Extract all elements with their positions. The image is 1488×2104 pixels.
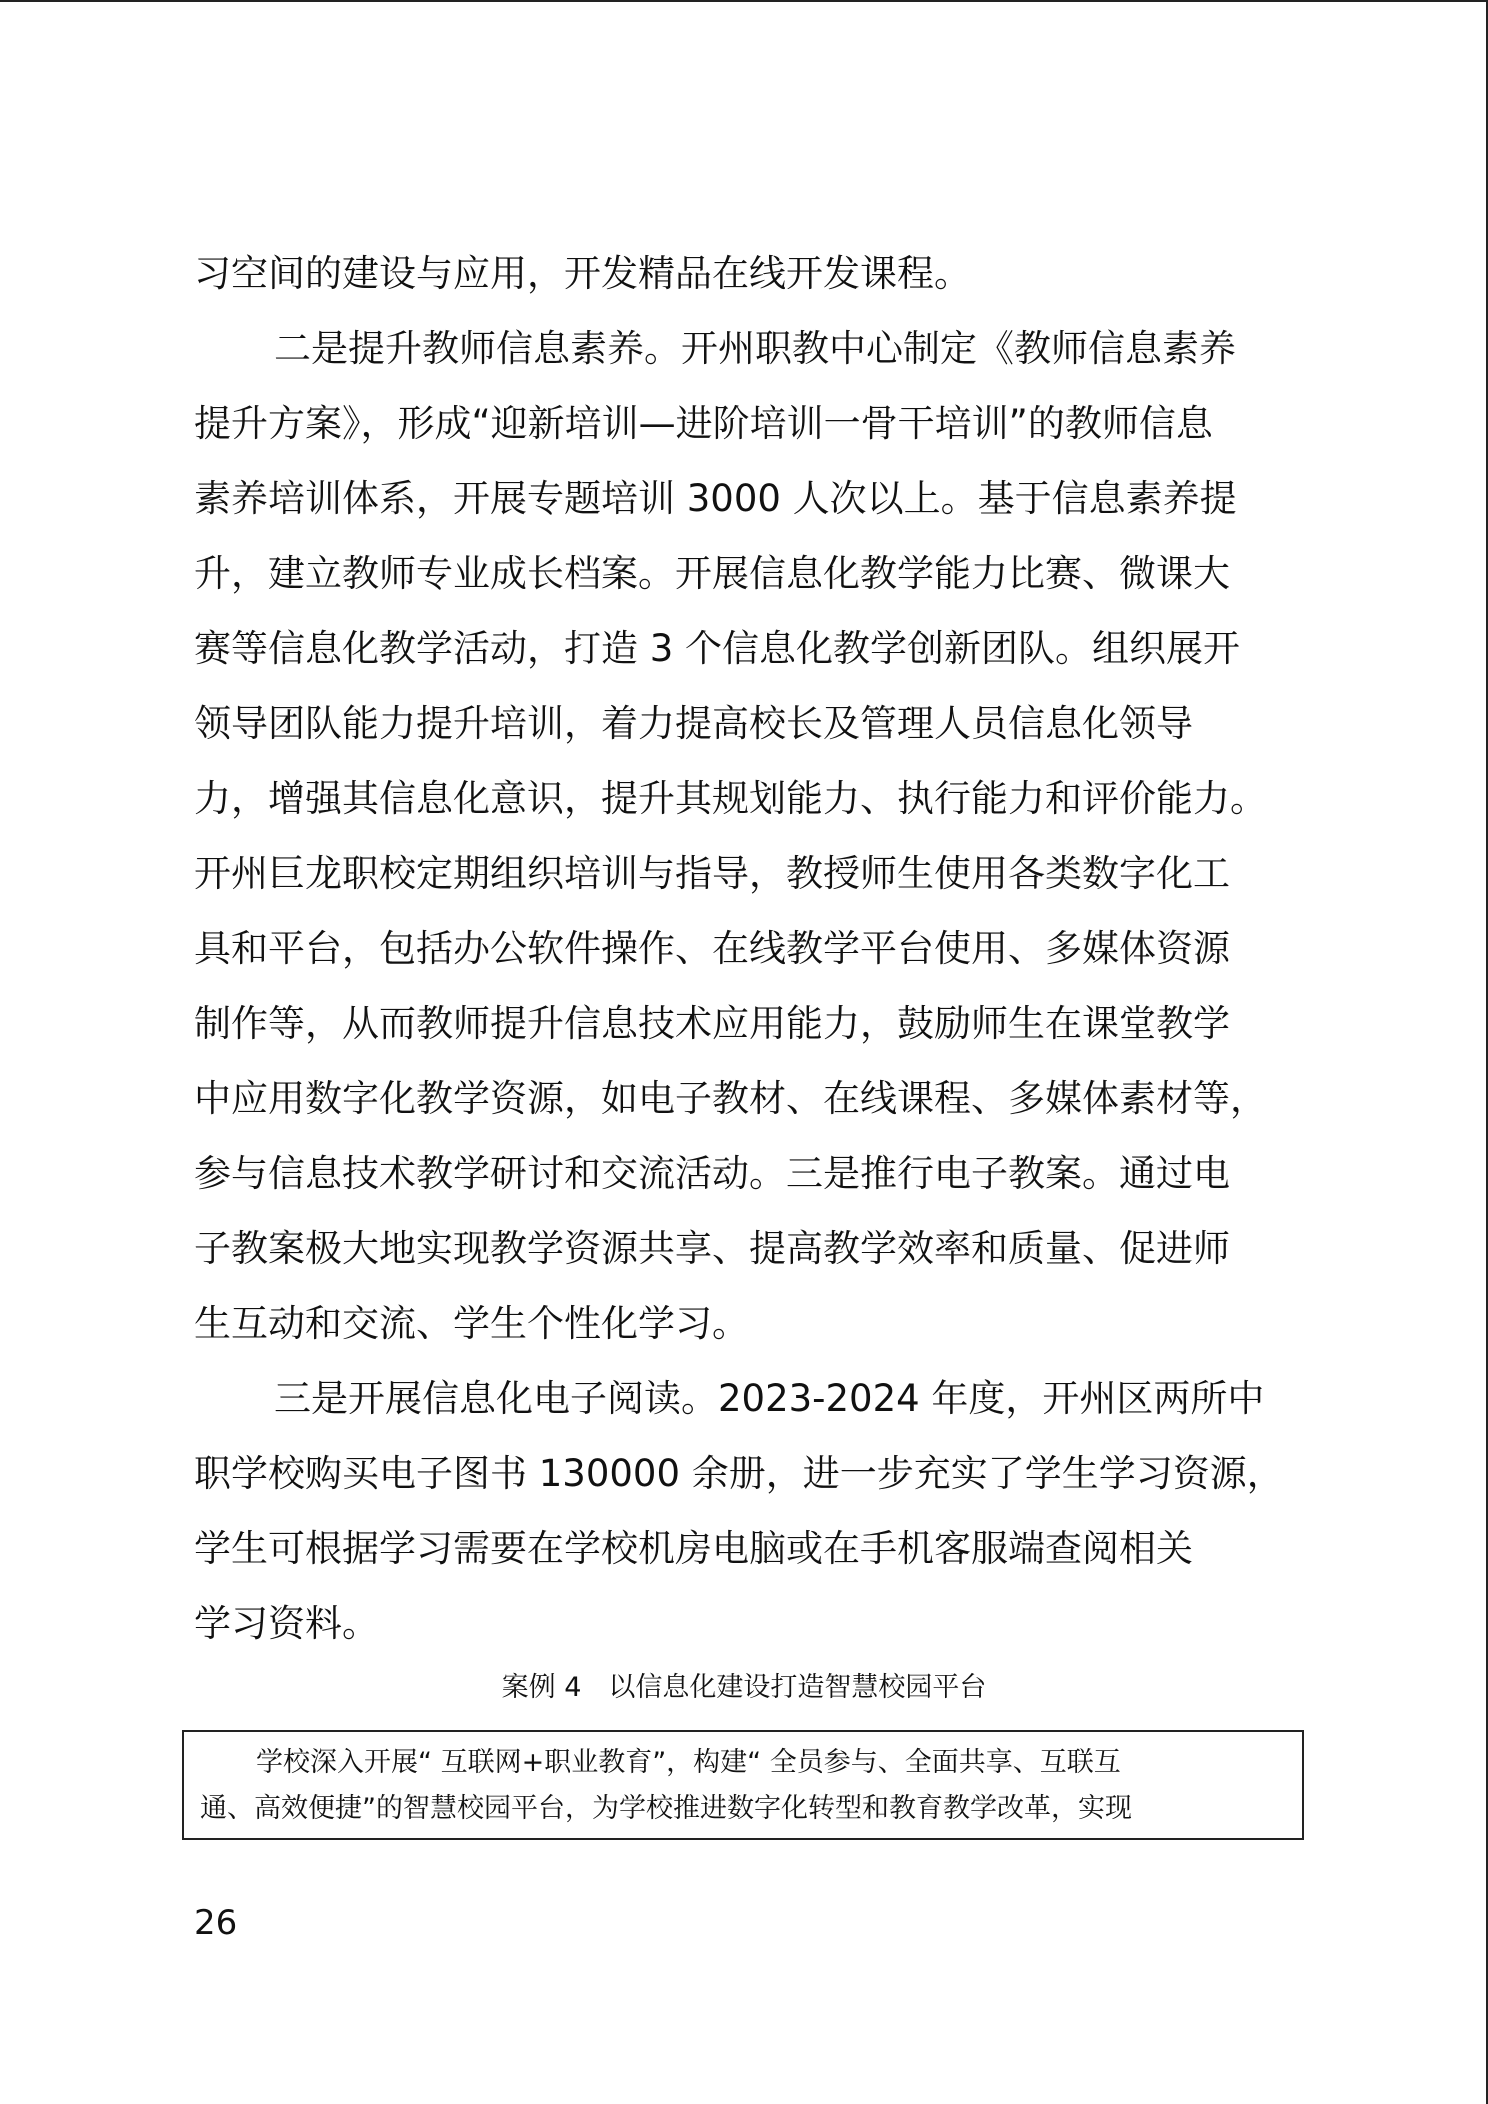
paragraph-line: 学习资料。	[194, 1602, 379, 1645]
paragraph-line: 习空间的建设与应用，开发精品在线开发课程。	[194, 252, 971, 295]
paragraph-line: 领导团队能力提升培训，着力提高校长及管理人员信息化领导	[194, 702, 1193, 745]
paragraph-line: 制作等，从而教师提升信息技术应用能力，鼓励师生在课堂教学	[194, 1002, 1230, 1045]
paragraph-line: 生互动和交流、学生个性化学习。	[194, 1302, 749, 1345]
page-number: 26	[194, 1903, 238, 1943]
paragraph-line: 学生可根据学习需要在学校机房电脑或在手机客服端查阅相关	[194, 1527, 1193, 1570]
case-box-line: 通、高效便捷”的智慧校园平台，为学校推进数字化转型和教育教学改革，实现	[200, 1793, 1132, 1824]
paragraph-line: 素养培训体系，开展专题培训 3000 人次以上。基于信息素养提	[194, 477, 1237, 520]
paragraph-line: 中应用数字化教学资源，如电子教材、在线课程、多媒体素材等，	[194, 1077, 1267, 1120]
paragraph-line: 二是提升教师信息素养。开州职教中心制定《教师信息素养	[274, 327, 1236, 370]
paragraph-line: 开州巨龙职校定期组织培训与指导，教授师生使用各类数字化工	[194, 852, 1230, 895]
paragraph-line: 三是开展信息化电子阅读。2023-2024 年度，开州区两所中	[274, 1377, 1265, 1420]
case-box-line: 学校深入开展“ 互联网+职业教育”，构建“ 全员参与、全面共享、互联互	[256, 1747, 1121, 1778]
paragraph-line: 子教案极大地实现教学资源共享、提高教学效率和质量、促进师	[194, 1227, 1230, 1270]
paragraph-line: 参与信息技术教学研讨和交流活动。三是推行电子教案。通过电	[194, 1152, 1230, 1195]
top-border-rule	[0, 0, 1488, 2]
body-text	[194, 236, 1300, 1661]
paragraph-line: 升，建立教师专业成长档案。开展信息化教学能力比赛、微课大	[194, 552, 1230, 595]
paragraph-line: 力，增强其信息化意识，提升其规划能力、执行能力和评价能力。	[194, 777, 1267, 820]
case-caption: 案例 4 以信息化建设打造智慧校园平台	[501, 1672, 987, 1703]
paragraph-line: 提升方案》，形成“迎新培训—进阶培训一骨干培训”的教师信息	[194, 402, 1213, 445]
paragraph-line: 赛等信息化教学活动，打造 3 个信息化教学创新团队。组织展开	[194, 627, 1241, 670]
case-box	[182, 1730, 1304, 1840]
paragraph-line: 具和平台，包括办公软件操作、在线教学平台使用、多媒体资源	[194, 927, 1230, 970]
paragraph-line: 职学校购买电子图书 130000 余册，进一步充实了学生学习资源，	[194, 1452, 1284, 1495]
